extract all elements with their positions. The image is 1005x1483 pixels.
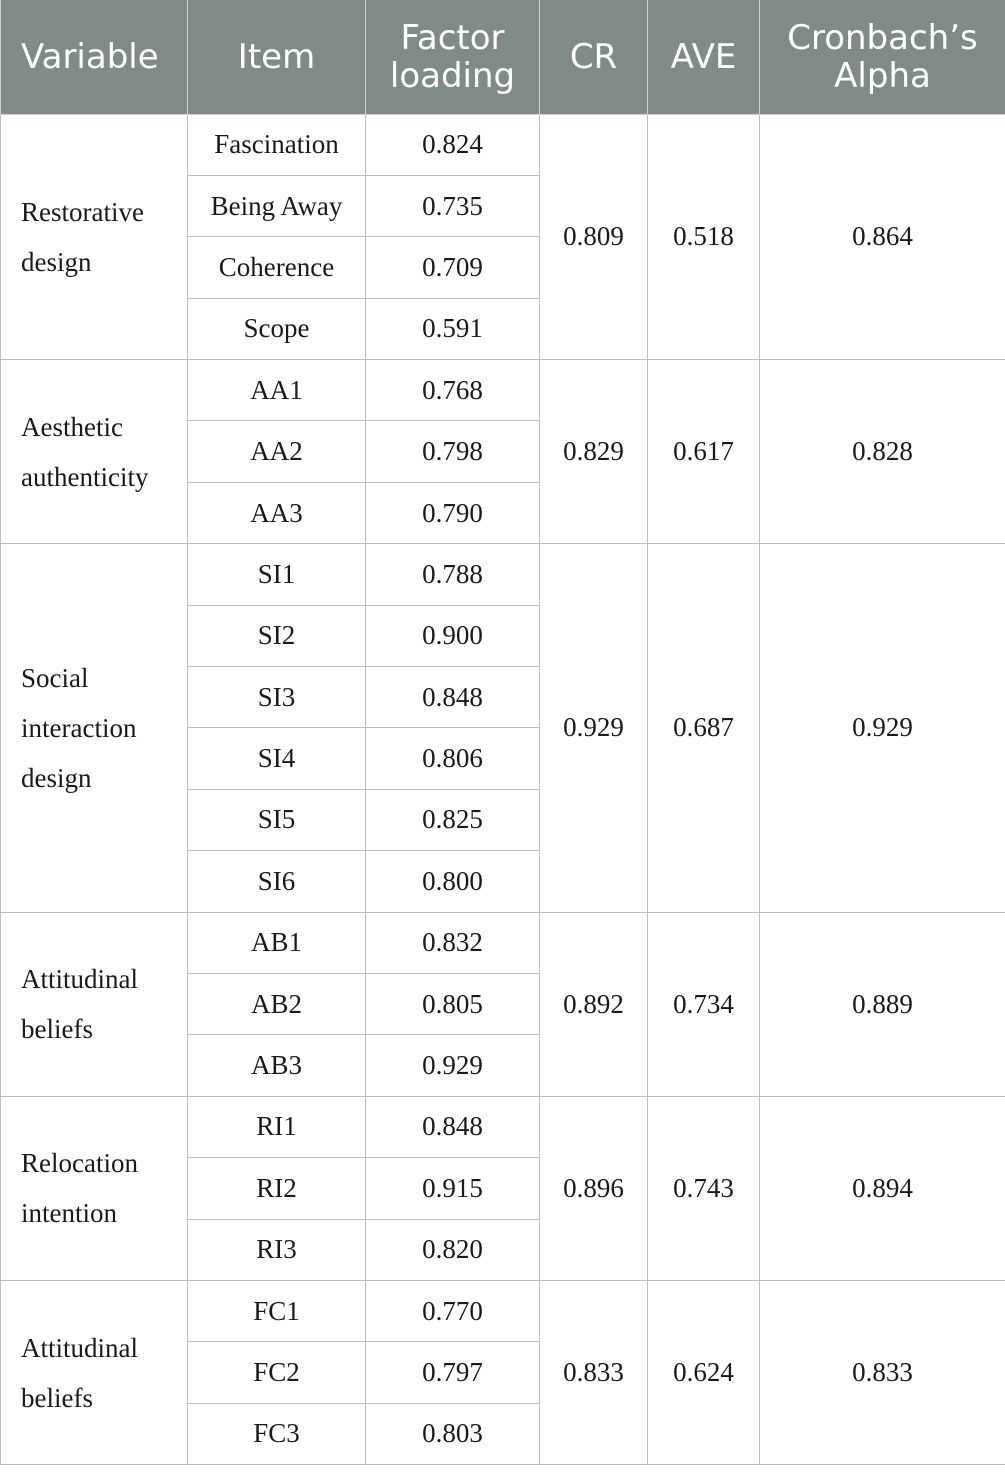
item-cell: SI5 — [188, 789, 366, 850]
factor-loading-cell: 0.929 — [366, 1035, 540, 1096]
factor-loading-cell: 0.790 — [366, 482, 540, 543]
item-cell: SI2 — [188, 605, 366, 666]
factor-loading-cell: 0.709 — [366, 237, 540, 298]
variable-cell: Aesthetic authenticity — [1, 360, 188, 544]
item-cell: FC3 — [188, 1403, 366, 1464]
item-cell: RI3 — [188, 1219, 366, 1280]
ave-cell: 0.624 — [648, 1280, 760, 1464]
item-cell: Scope — [188, 298, 366, 359]
table-header — [1, 0, 1005, 114]
variable-cell: Relocation intention — [1, 1096, 188, 1280]
item-cell: AB2 — [188, 973, 366, 1034]
item-cell: AA3 — [188, 482, 366, 543]
table-row — [1, 1096, 1005, 1157]
item-cell: Coherence — [188, 237, 366, 298]
item-cell: AA1 — [188, 360, 366, 421]
cronbach-alpha-cell: 0.889 — [760, 912, 1005, 1096]
header-item: Item — [188, 0, 366, 114]
factor-loading-cell: 0.900 — [366, 605, 540, 666]
factor-loading-cell: 0.768 — [366, 360, 540, 421]
ave-cell: 0.518 — [648, 114, 760, 360]
factor-loading-cell: 0.798 — [366, 421, 540, 482]
ave-cell: 0.687 — [648, 544, 760, 912]
cr-cell: 0.892 — [540, 912, 648, 1096]
header-row — [1, 0, 1005, 114]
ave-cell: 0.743 — [648, 1096, 760, 1280]
header-variable: Variable — [1, 0, 188, 114]
item-cell: RI2 — [188, 1158, 366, 1219]
header-cr: CR — [540, 0, 648, 114]
item-cell: SI3 — [188, 667, 366, 728]
table-row — [1, 544, 1005, 605]
item-cell: RI1 — [188, 1096, 366, 1157]
factor-loading-cell: 0.832 — [366, 912, 540, 973]
cr-cell: 0.833 — [540, 1280, 648, 1464]
factor-loading-cell: 0.591 — [366, 298, 540, 359]
cronbach-alpha-cell: 0.833 — [760, 1280, 1005, 1464]
table-row — [1, 360, 1005, 421]
cronbach-alpha-cell: 0.894 — [760, 1096, 1005, 1280]
variable-cell: Social interaction design — [1, 544, 188, 912]
factor-loading-cell: 0.825 — [366, 789, 540, 850]
item-cell: FC2 — [188, 1342, 366, 1403]
cronbach-alpha-cell: 0.864 — [760, 114, 1005, 360]
factor-loading-cell: 0.806 — [366, 728, 540, 789]
item-cell: SI6 — [188, 851, 366, 912]
factor-loading-cell: 0.797 — [366, 1342, 540, 1403]
factor-loading-cell: 0.820 — [366, 1219, 540, 1280]
item-cell: AA2 — [188, 421, 366, 482]
factor-loading-cell: 0.805 — [366, 973, 540, 1034]
item-cell: FC1 — [188, 1280, 366, 1341]
cronbach-alpha-cell: 0.828 — [760, 360, 1005, 544]
header-factor-loading: Factor loading — [366, 0, 540, 114]
factor-loading-cell: 0.915 — [366, 1158, 540, 1219]
item-cell: Being Away — [188, 175, 366, 236]
cr-cell: 0.809 — [540, 114, 648, 360]
factor-loading-cell: 0.800 — [366, 851, 540, 912]
item-cell: SI1 — [188, 544, 366, 605]
item-cell: AB1 — [188, 912, 366, 973]
cr-cell: 0.896 — [540, 1096, 648, 1280]
variable-cell: Attitudinal beliefs — [1, 1280, 188, 1464]
ave-cell: 0.734 — [648, 912, 760, 1096]
item-cell: SI4 — [188, 728, 366, 789]
variable-cell: Restorative design — [1, 114, 188, 360]
header-ave: AVE — [648, 0, 760, 114]
factor-loading-cell: 0.803 — [366, 1403, 540, 1464]
table-row — [1, 912, 1005, 973]
item-cell: Fascination — [188, 114, 366, 175]
table-body — [1, 114, 1005, 1465]
table-row — [1, 114, 1005, 175]
factor-loading-cell: 0.788 — [366, 544, 540, 605]
table-row — [1, 1280, 1005, 1341]
factor-loading-cell: 0.770 — [366, 1280, 540, 1341]
factor-loading-cell: 0.848 — [366, 1096, 540, 1157]
factor-loading-cell: 0.824 — [366, 114, 540, 175]
variable-cell: Attitudinal beliefs — [1, 912, 188, 1096]
cr-cell: 0.929 — [540, 544, 648, 912]
cr-cell: 0.829 — [540, 360, 648, 544]
cronbach-alpha-cell: 0.929 — [760, 544, 1005, 912]
item-cell: AB3 — [188, 1035, 366, 1096]
factor-loading-cell: 0.735 — [366, 175, 540, 236]
ave-cell: 0.617 — [648, 360, 760, 544]
header-cronbach-alpha: Cronbach’s Alpha — [760, 0, 1005, 114]
factor-loading-cell: 0.848 — [366, 667, 540, 728]
